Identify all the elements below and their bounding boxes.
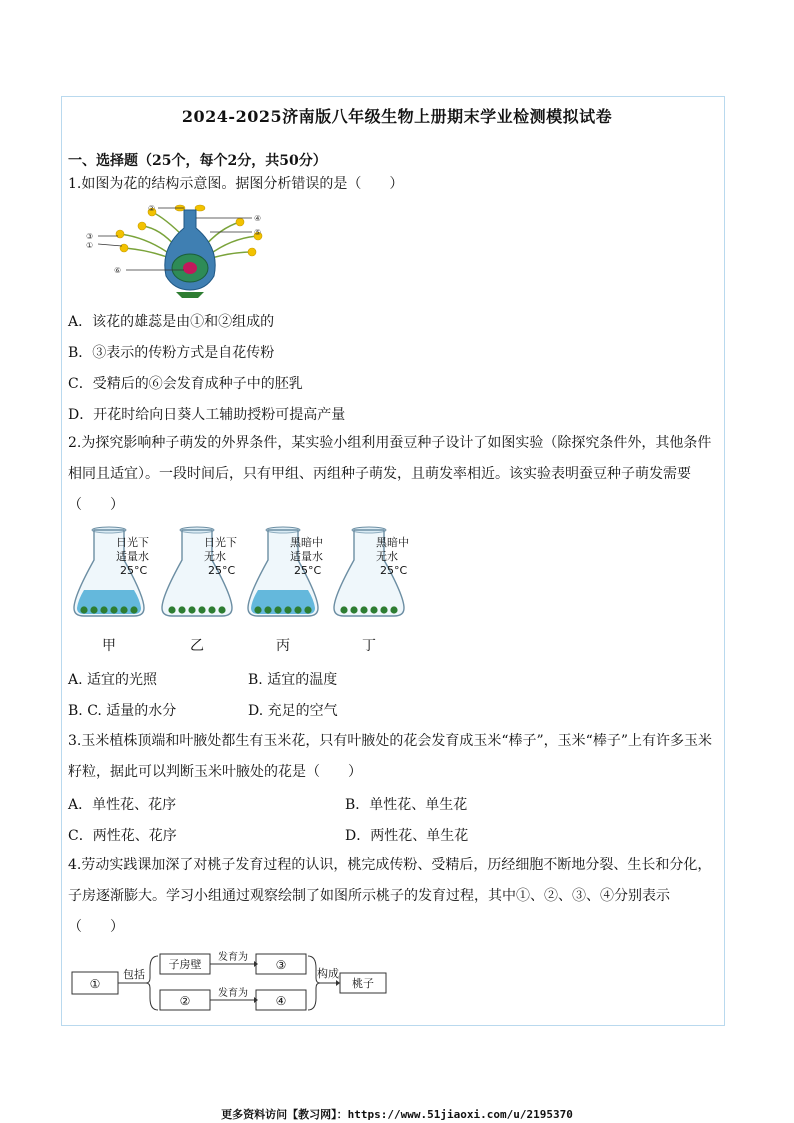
q3-option-a[interactable]: A．单性花、花序 [68,797,177,813]
flask-name: 乙 [190,638,204,654]
seed [304,606,311,613]
q3-option-d[interactable]: D．两性花、单生花 [345,828,469,844]
seed [90,606,97,613]
seed [274,606,281,613]
seed [370,606,377,613]
diagram-box-4: ④ [275,994,287,1008]
q2-option-d[interactable]: D. 充足的空气 [248,703,338,719]
q1-option-a[interactable]: A．该花的雄蕊是由①和②组成的 [68,314,275,330]
q2-option-a[interactable]: A. 适宜的光照 [68,672,158,688]
seed [390,606,397,613]
seed [80,606,87,613]
flower-label-3: ③ [86,232,94,241]
seed [254,606,261,613]
flower-label-5: ⑤ [254,228,262,237]
seed [380,606,387,613]
diagram-compose: 构成 [317,967,339,980]
seed [100,606,107,613]
diagram-develop-1: 发育为 [218,952,248,963]
seed [168,606,175,613]
seed [188,606,195,613]
flask-condition-label: 适量水 [290,550,323,563]
flower-label-1: ① [86,241,94,250]
flask-3 [248,527,323,654]
seed [120,606,127,613]
flask-1 [74,527,149,654]
flower-label-6: ⑥ [114,266,122,275]
q1-option-b[interactable]: B．③表示的传粉方式是自花传粉 [68,345,275,361]
seed [264,606,271,613]
flask-condition-label: 日光下 [116,536,149,549]
section-heading: 一、选择题（25个，每个2分，共50分） [68,153,327,169]
diagram-box-1: ① [89,977,101,991]
footer-link[interactable]: 更多资料访问【教习网】：https://www.51jiaoxi.com/u/2195370 [221,1108,573,1121]
seed [130,606,137,613]
q3-option-c[interactable]: C．两性花、花序 [68,828,177,844]
flower-diagram [80,198,280,300]
page-title: 2024-2025济南版八年级生物上册期末学业检测模拟试卷 [181,107,613,126]
q1-stem: 1.如图为花的结构示意图。据图分析错误的是（ ） [68,176,404,192]
flask-condition-label: 日光下 [204,536,237,549]
seed [178,606,185,613]
flask-condition-label: 黑暗中 [290,536,323,549]
seed [294,606,301,613]
q3-option-b[interactable]: B．单性花、单生花 [345,797,468,813]
seed [360,606,367,613]
flask-name: 丁 [362,638,376,654]
flower-label-2: ② [148,204,156,213]
q2-option-c[interactable]: B. C. 适量的水分 [68,703,177,719]
flask-condition-label: 无水 [204,550,226,563]
flask-condition-label: 25°C [208,564,236,577]
q2-option-b[interactable]: B. 适宜的温度 [248,672,338,688]
flask-condition-label: 25°C [120,564,148,577]
flower-label-4: ④ [254,214,262,223]
diagram-develop-2: 发育为 [218,988,248,999]
diagram-box-2: ② [179,994,191,1008]
q1-option-d[interactable]: D．开花时给向日葵人工辅助授粉可提高产量 [68,407,346,423]
flask-name: 丙 [276,638,290,654]
seed [198,606,205,613]
diagram-include: 包括 [123,968,145,981]
flask-experiment [68,524,428,660]
q3-stem: 3.玉米植株顶端和叶腋处都生有玉米花，只有叶腋处的花会发育成玉米“棒子”，玉米“棒子”上有许多玉米籽粒，据此可以判断玉米叶腋处的花是（ ） [68,733,712,780]
diagram-box-3: ③ [275,958,287,972]
seed [208,606,215,613]
diagram-ovary-wall: 子房壁 [168,958,202,971]
flask-name: 甲 [102,638,116,654]
q1-option-c[interactable]: C．受精后的⑥会发育成种子中的胚乳 [68,376,303,392]
flask-condition-label: 25°C [294,564,322,577]
seed [284,606,291,613]
flask-2 [162,527,237,654]
seed [340,606,347,613]
flask-condition-label: 黑暗中 [376,536,409,549]
diagram-peach: 桃子 [352,977,374,990]
flask-condition-label: 适量水 [116,550,149,563]
seed [218,606,225,613]
flask-condition-label: 25°C [380,564,408,577]
peach-development-diagram [70,950,400,1016]
q4-stem: 4.劳动实践课加深了对桃子发育过程的认识，桃完成传粉、受精后，历经细胞不断地分裂、生长和分化，子房逐渐膨大。学习小组通过观察绘制了如图所示桃子的发育过程，其中①、②、③、④分别表示（ ） [68,857,712,935]
flask-4 [334,527,409,654]
seed [110,606,117,613]
flask-condition-label: 无水 [376,550,398,563]
seed [350,606,357,613]
q2-stem: 2.为探究影响种子萌发的外界条件，某实验小组利用蚕豆种子设计了如图实验（除探究条件外，其他条件相同且适宜）。一段时间后，只有甲组、丙组种子萌发，且萌发率相近。该实验表明蚕豆种子萌发需要（ ） [68,435,712,513]
